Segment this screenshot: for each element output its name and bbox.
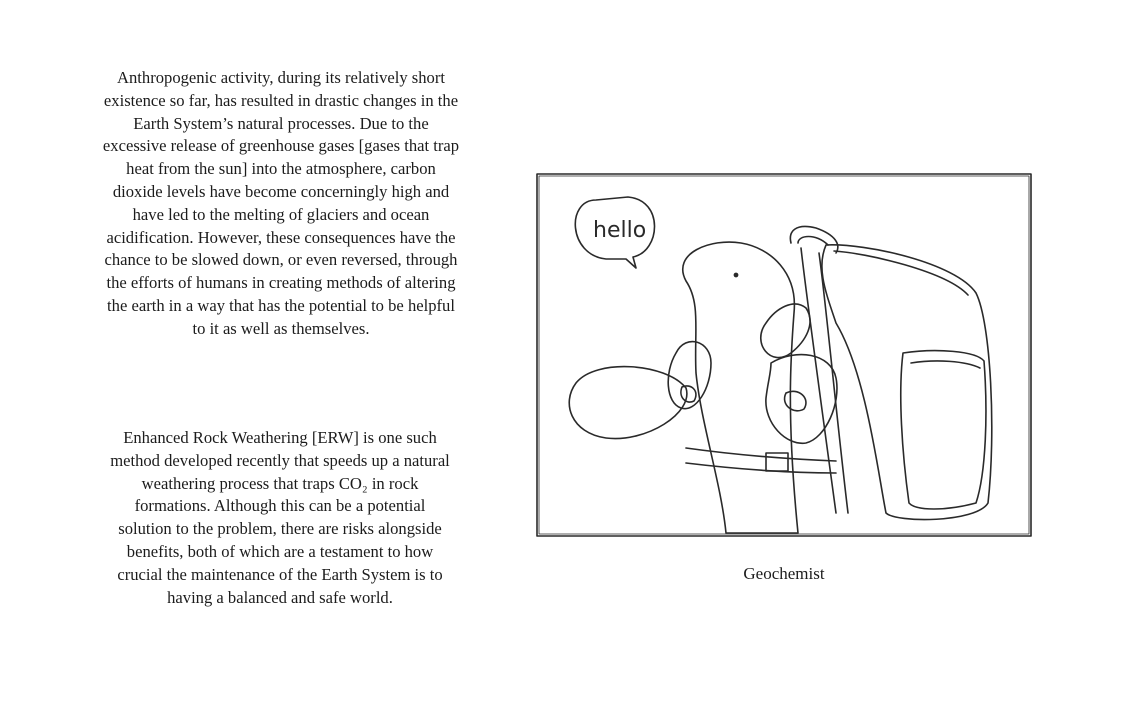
- backpack-body: [822, 245, 992, 520]
- geochemist-sketch: [536, 173, 1032, 537]
- backpack-pocket: [901, 351, 986, 509]
- character-right-hand: [766, 355, 837, 444]
- backpack-handle: [790, 226, 837, 253]
- intro-paragraph-2: Enhanced Rock Weathering [ERW] is one such method developed recently that speeds up a natural weathering process that traps CO₂ in rock formations. Although this can be a potential solution to the problem, there are risks alongside benefits, both of which are a testament to how crucial the maintenance of the Earth System is to having a balanced and safe world.: [110, 428, 450, 607]
- illustration-caption: Geochemist: [743, 564, 825, 583]
- character-head: [683, 242, 798, 533]
- illustration-frame: [536, 173, 1032, 537]
- character-left-hand: [668, 342, 711, 409]
- speech-bubble-text: hello: [593, 218, 647, 243]
- intro-paragraph-1: Anthropogenic activity, during its relatively short existence so far, has resulted in drastic changes in the Earth System’s natural processes. Due to the excessive release of greenhouse gases [gases that trap heat from the sun] into the atmosphere, carbon dioxide levels have become concerningly high and have led to the melting of glaciers and ocean acidification. However, these consequences have the chance to be slowed down, or even reversed, through the efforts of humans in creating methods of altering the earth in a way that has the potential to be helpful to it as well as themselves.: [102, 68, 460, 338]
- character-far-left-hand: [569, 367, 687, 439]
